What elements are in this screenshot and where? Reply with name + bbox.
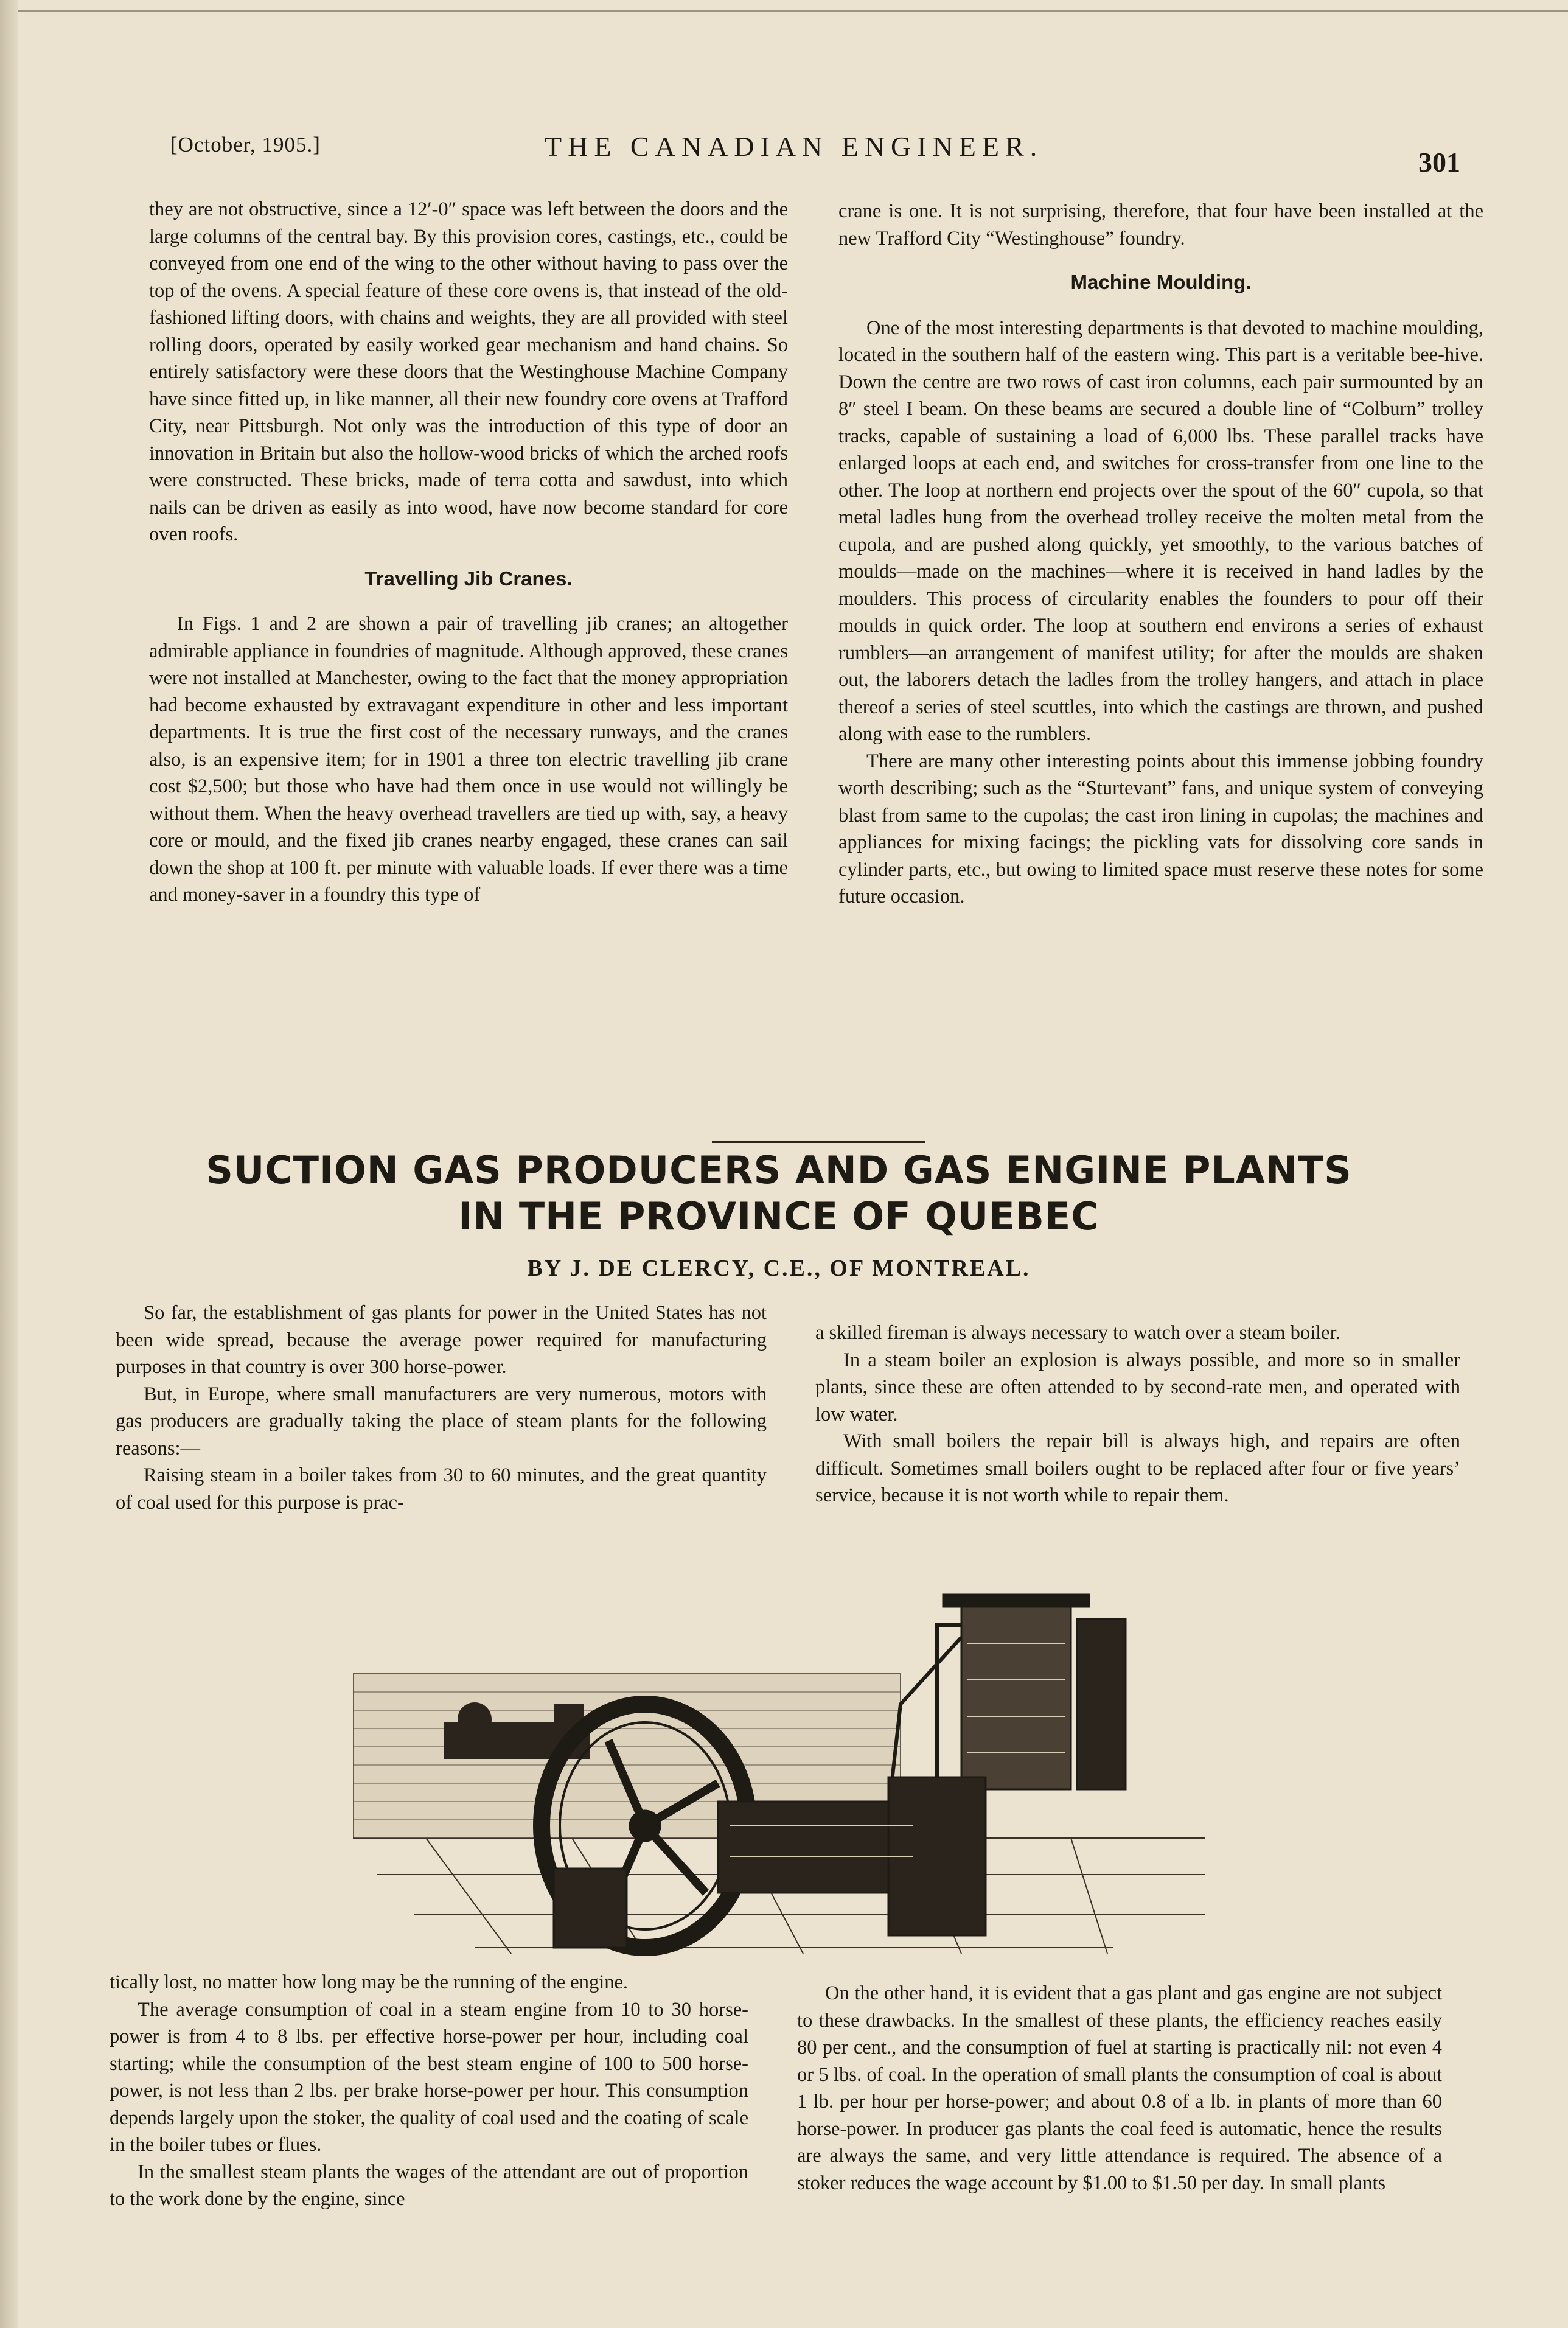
paragraph: crane is one. It is not surprising, therefore, that four have been installed at the new Trafford City “Westinghouse” foundry.: [838, 200, 1483, 250]
bottom-right-column: [797, 1980, 1442, 2197]
paragraph: There are many other interesting points about this immense jobbing foundry worth describing; such as the “Sturtevant” fans, and unique system of conveying blast from same to the cupolas; the cast iron lining in cupolas; the machines and appliances for mixing facings; the pickling vats for dissolving core sands in cylinder parts, etc., but owing to limited space must reserve these notes for some future occasion.: [838, 750, 1483, 907]
section-heading-jib-cranes: Travelling Jib Cranes.: [364, 567, 573, 590]
paragraph: With small boilers the repair bill is always high, and repairs are often difficult. Sometimes small boilers ought to be replaced after four or five years’ service, because it is not worth while to repair them.: [815, 1430, 1460, 1506]
paragraph: In the smallest steam plants the wages of the attendant are out of proportion to the work done by the engine, since: [110, 2161, 748, 2210]
paragraph: they are not obstructive, since a 12′-0″ space was left between the doors and the large columns of the central bay. By this provision cores, castings, etc., could be conveyed from one end of the wing to the other without having to pass over the top of the ovens. A special feature of these core ovens is, that instead of the old-fashioned lifting doors, with chains and weights, they are all provided with steel rolling doors, operated by easily worked gear mechanism and hand chains. So entirely satisfactory were these doors that the Westinghouse Machine Company have since fitted up, in like manner, all their new foundry core ovens at Trafford City, near Pittsburgh. Not only was the introduction of this type of door an innovation in Britain but also the hollow-wood bricks of which the arched roofs were constructed. These bricks, made of terra cotta and sawdust, into which nails can be driven as easily as into wood, have now become standard for core oven roofs.: [149, 198, 788, 545]
paragraph: So far, the establishment of gas plants for power in the United States has not been wide spread, because the average power required for manufacturing purposes in that country is over 300 horse-power.: [116, 1302, 767, 1378]
paragraph: In a steam boiler an explosion is always possible, and more so in smaller plants, since these are often attended to by second-rate men, and operated with low water.: [815, 1349, 1460, 1425]
paragraph: But, in Europe, where small manufacturers are very numerous, motors with gas producers are gradually taking the place of steam plants for the following reasons:—: [116, 1383, 767, 1459]
top-left-column: [149, 196, 788, 909]
article-byline: BY J. DE CLERCY, C.E., OF MONTREAL.: [527, 1256, 1031, 1281]
page-gutter: [0, 0, 18, 2328]
running-header: [170, 133, 1460, 187]
section-heading-machine-moulding: Machine Moulding.: [1070, 271, 1252, 293]
paragraph: The average consumption of coal in a steam engine from 10 to 30 horse-power is from 4 to 8 lbs. per effective horse-power per hour, including coal starting; while the consumption of the best steam engine of 100 to 500 horse-power, is not less than 2 lbs. per brake horse-power per hour. This consumption depends largely upon the stoker, the quality of coal used and the coating of scale in the boiler tubes or flues.: [110, 1998, 748, 2156]
paragraph: a skilled fireman is always necessary to watch over a steam boiler.: [815, 1322, 1340, 1344]
paragraph: In Figs. 1 and 2 are shown a pair of travelling jib cranes; an altogether admirable appliance in foundries of magnitude. Although approved, these cranes were not installed at Manchester, owing to the fact that the money appropriation had become exhausted by extravagant expenditure in other and less important departments. It is true the first cost of the necessary runways, and the cranes also, is an expensive item; for in 1901 a three ton electric travelling jib crane cost $2,500; but those who have had them once in use would not willingly be without them. When the heavy overhead travellers are tied up with, say, a heavy core or mould, and the fixed jib cranes nearby engaged, these cranes can sail down the shop at 100 ft. per minute with valuable loads. If ever there was a time and money-saver in a foundry this type of: [149, 613, 788, 906]
journal-title: THE CANADIAN ENGINEER.: [545, 131, 1044, 162]
issue-date: [October, 1905.]: [170, 133, 321, 156]
article-divider: [712, 1141, 925, 1143]
mid-left-column: [116, 1299, 767, 1516]
page-number: 301: [1418, 147, 1460, 178]
paragraph: On the other hand, it is evident that a gas plant and gas engine are not subject to these drawbacks. In the smallest of these plants, the efficiency reaches easily 80 per cent., and the consumption of fuel at starting is practically nil: not even 4 or 5 lbs. of coal. In the operation of small plants the consumption of coal is about 1 lb. per hour per horse-power; and about 0.8 of a lb. in plants of more than 60 horse-power. In producer gas plants the coal feed is automatic, hence the results are always the same, and very little attendance is required. The absence of a stoker reduces the wage account by $1.00 to $1.50 per day. In small plants: [797, 1982, 1442, 2194]
top-rule: [0, 10, 1568, 12]
paragraph: tically lost, no matter how long may be the running of the engine.: [110, 1971, 629, 1993]
mid-right-column: [815, 1320, 1460, 1509]
paragraph: Raising steam in a boiler takes from 30 to 60 minutes, and the great quantity of coal used for this purpose is prac-: [116, 1464, 767, 1514]
gas-engine-plant-illustration: [353, 1582, 1205, 1960]
article-title: SUCTION GAS PRODUCERS AND GAS ENGINE PLANTS IN THE PROVINCE OF QUEBEC: [206, 1148, 1352, 1239]
bottom-left-column: [110, 1969, 748, 2213]
paragraph: One of the most interesting departments is that devoted to machine moulding, located in the southern half of the eastern wing. This part is a veritable bee-hive. Down the centre are two rows of cast iron columns, each pair surmounted by an 8″ steel I beam. On these beams are secured a double line of “Colburn” trolley tracks, capable of sustaining a load of 6,000 lbs. These parallel tracks have enlarged loops at each end, and switches for cross-transfer from one line to the other. The loop at northern end projects over the spout of the 60″ cupola, so that metal ladles hung from the overhead trolley receive the molten metal from the cupola, and are pushed along quickly, yet smoothly, to the various batches of moulds—made on the machines—where it is received in hand ladles by the moulders. This process of circularity enables the founders to pour off their moulds in quick order. The loop at southern end environs a series of exhaust rumblers—an arrangement of manifest utility; for after the moulds are shaken out, the laborers detach the ladles from the trolley hangers, and attach in place thereof a series of steel scuttles, into which the castings are thrown, and pushed along with ease to the rumblers.: [838, 316, 1483, 745]
top-right-column: [838, 198, 1483, 911]
